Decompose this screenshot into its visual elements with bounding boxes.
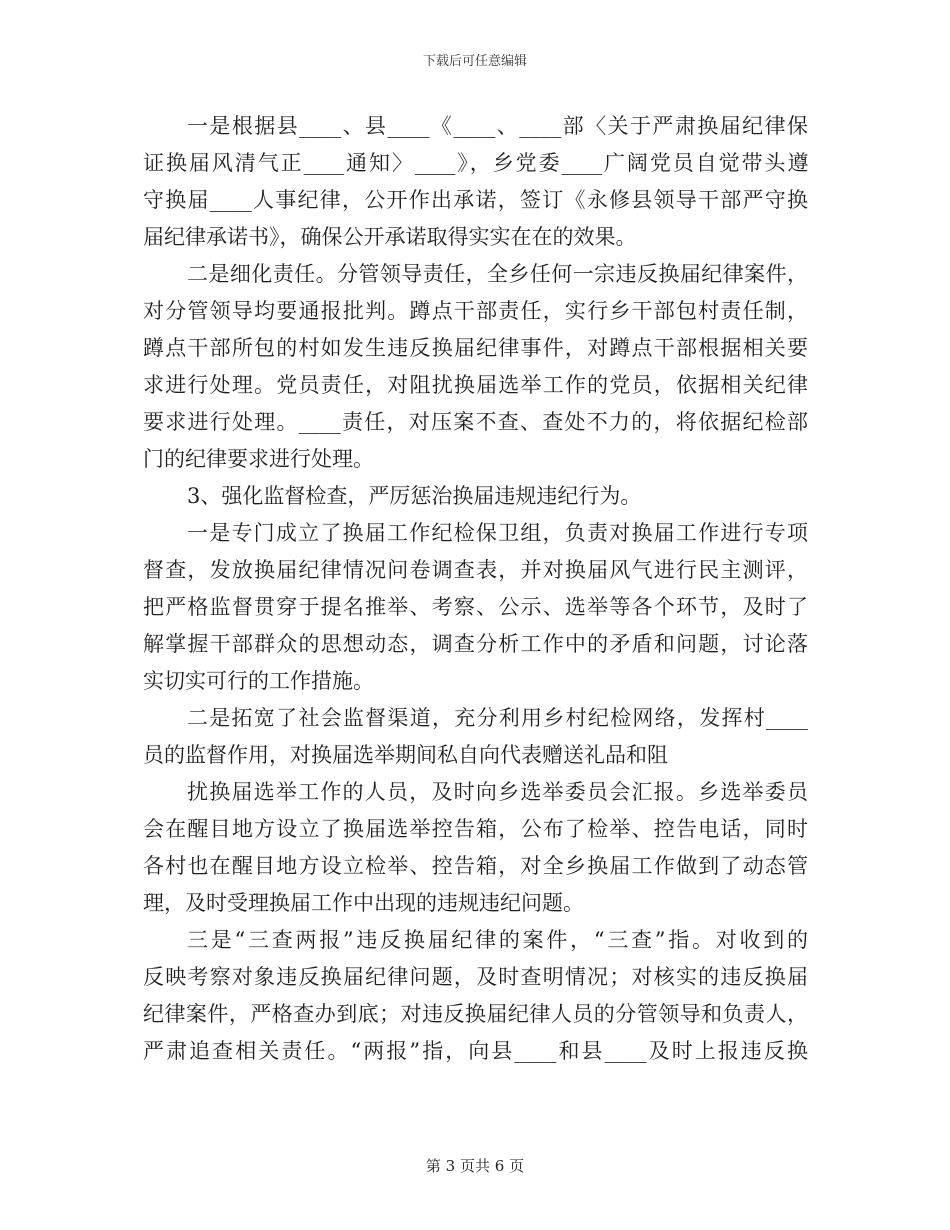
- page-header-note: 下载后可任意编辑: [422, 54, 527, 69]
- paragraph-line: 蹲点干部所包的村如发生违反换届纪律事件，对蹲点干部根据相关要: [143, 336, 808, 360]
- paragraph-line: 证换届风清气正____通知〉____》，乡党委____广阔党员自觉带头遵: [143, 151, 808, 175]
- paragraph-line: 员的监督作用，对换届选举期间私自向代表赠送礼品和阻: [143, 743, 668, 767]
- paragraph-line: 督查，发放换届纪律情况问卷调查表，并对换届风气进行民主测评，: [143, 558, 808, 582]
- paragraph-line: 反映考察对象违反换届纪律问题，及时查明情况；对核实的违反换届: [143, 965, 808, 989]
- page-number: 第 3 页共 6 页: [425, 1157, 525, 1175]
- paragraph-line: 一是根据县____、县____《____、____部〈关于严肃换届纪律保: [187, 114, 808, 138]
- paragraph-line: 求进行处理。党员责任，对阻扰换届选举工作的党员，依据相关纪律: [143, 373, 808, 397]
- paragraph: [143, 108, 808, 256]
- paragraph-line: 三是“三查两报”违反换届纪律的案件，“三查”指。对收到的: [187, 928, 808, 952]
- paragraph-line: 二是拓宽了社会监督渠道，充分利用乡村纪检网络，发挥村____: [187, 706, 808, 730]
- paragraph-line: 会在醒目地方设立了换届选举控告箱，公布了检举、控告电话，同时: [143, 817, 808, 841]
- paragraph-line: 扰换届选举工作的人员，及时向乡选举委员会汇报。乡选举委员: [187, 780, 808, 804]
- paragraph-line: 对分管领导均要通报批判。蹲点干部责任，实行乡干部包村责任制，: [143, 299, 808, 323]
- paragraph: [143, 774, 808, 922]
- paragraph-line: 门的纪律要求进行处理。: [143, 447, 374, 471]
- paragraph-line: 纪律案件，严格查办到底；对违反换届纪律人员的分管领导和负责人，: [143, 1002, 808, 1026]
- paragraph: [143, 922, 808, 1070]
- document-body: [143, 108, 808, 1070]
- paragraph-line: 要求进行处理。____责任，对压案不查、查处不力的，将依据纪检部: [143, 410, 808, 434]
- section-heading-line: 3、强化监督检查，严厉惩治换届违规违纪行为。: [187, 484, 642, 508]
- paragraph: [143, 700, 808, 774]
- paragraph-line: 理，及时受理换届工作中出现的违规违纪问题。: [143, 891, 584, 915]
- paragraph-line: 一是专门成立了换届工作纪检保卫组，负责对换届工作进行专项: [187, 521, 808, 545]
- paragraph: [143, 256, 808, 478]
- paragraph: [143, 515, 808, 700]
- paragraph-line: 严肃追查相关责任。“两报”指，向县____和县____及时上报违反换: [143, 1039, 808, 1063]
- paragraph-line: 各村也在醒目地方设立检举、控告箱，对全乡换届工作做到了动态管: [143, 854, 808, 878]
- paragraph-line: 把严格监督贯穿于提名推举、考察、公示、选举等各个环节，及时了: [143, 595, 808, 619]
- paragraph-line: 届纪律承诺书》，确保公开承诺取得实实在在的效果。: [143, 225, 637, 249]
- paragraph-line: 实切实可行的工作措施。: [143, 669, 374, 693]
- paragraph-line: 守换届____人事纪律，公开作出承诺，签订《永修县领导干部严守换: [143, 188, 808, 212]
- paragraph-line: 解掌握干部群众的思想动态，调查分析工作中的矛盾和问题，讨论落: [143, 632, 808, 656]
- paragraph-line: 二是细化责任。分管领导责任，全乡任何一宗违反换届纪律案件，: [187, 262, 808, 286]
- section-heading: [143, 478, 808, 515]
